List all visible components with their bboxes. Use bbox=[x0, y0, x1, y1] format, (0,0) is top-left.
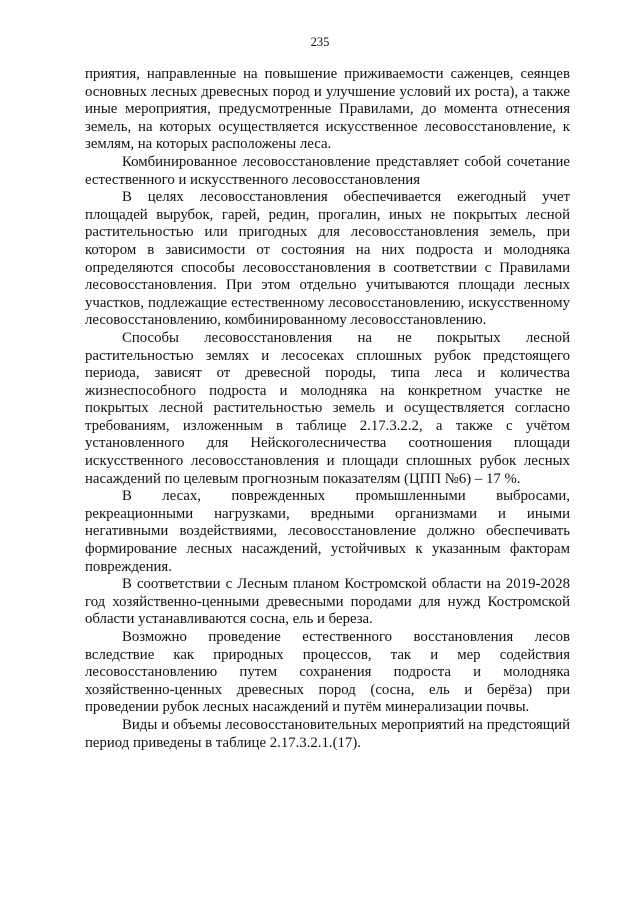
body-text bbox=[85, 66, 570, 752]
paragraph-8: Виды и объемы лесовосстановительных мероприятий на предстоящий период приведены в таблице 2.17.3.2.1.(17). bbox=[85, 716, 570, 751]
paragraph-6: В соответствии с Лесным планом Костромской области на 2019-2028 год хозяйственно-ценными древесными породами для нужд Костромской области устанавливаются сосна, ель и береза. bbox=[85, 576, 570, 628]
paragraph-3: В целях лесовосстановления обеспечивается ежегодный учет площадей вырубок, гарей, редин, прогалин, иных не покрытых лесной растительностью или пригодных для лесовосстановления земель, при котором в зависимости от состояния на них подроста и молодняка определяются способы лесовосстановления в соответствии с Правилами лесовосстановления. При этом отдельно учитываются площади лесных участков, подлежащие естественному лесовосстановлению, искусственному лесовосстановлению, комбинированному лесовосстановлению. bbox=[85, 189, 570, 329]
paragraph-4: Способы лесовосстановления на не покрытых лесной растительностью землях и лесосеках сплошных рубок предстоящего периода, зависят от древесной породы, типа леса и количества жизнеспособного подроста и молодняка на конкретном участке не покрытых лесной растительностью земель и осуществляется согласно требованиям, изложенным в таблице 2.17.3.2.2, а также с учётом установленного для Нейскоголесничества соотношения площади искусственного лесовосстановления и площади сплошных рубок лесных насаждений по целевым прогнозным показателям (ЦПП №6) – 17 %. bbox=[85, 329, 570, 487]
paragraph-5: В лесах, поврежденных промышленными выбросами, рекреационными нагрузками, вредными организмами и иными негативными воздействиями, лесовосстановление должно обеспечивать формирование лесных насаждений, устойчивых к указанным факторам повреждения. bbox=[85, 488, 570, 575]
page-number: 235 bbox=[310, 35, 330, 49]
paragraph-7: Возможно проведение естественного восстановления лесов вследствие как природных процессов, так и мер содействия лесовосстановлению путем сохранения подроста и молодняка хозяйственно-ценных древесных пород (сосна, ель и берёза) при проведении рубок лесных насаждений и путём минерализации почвы. bbox=[85, 629, 570, 716]
paragraph-2: Комбинированное лесовосстановление представляет собой сочетание естественного и искусственного лесовосстановления bbox=[85, 153, 570, 188]
paragraph-1: приятия, направленные на повышение приживаемости саженцев, сеянцев основных лесных древесных пород и улучшение условий их роста), а также иные мероприятия, предусмотренные Правилами, до момента отнесения земель, на которых осуществляется искусственное лесовосстановление, к землям, на которых расположены леса. bbox=[85, 66, 570, 153]
